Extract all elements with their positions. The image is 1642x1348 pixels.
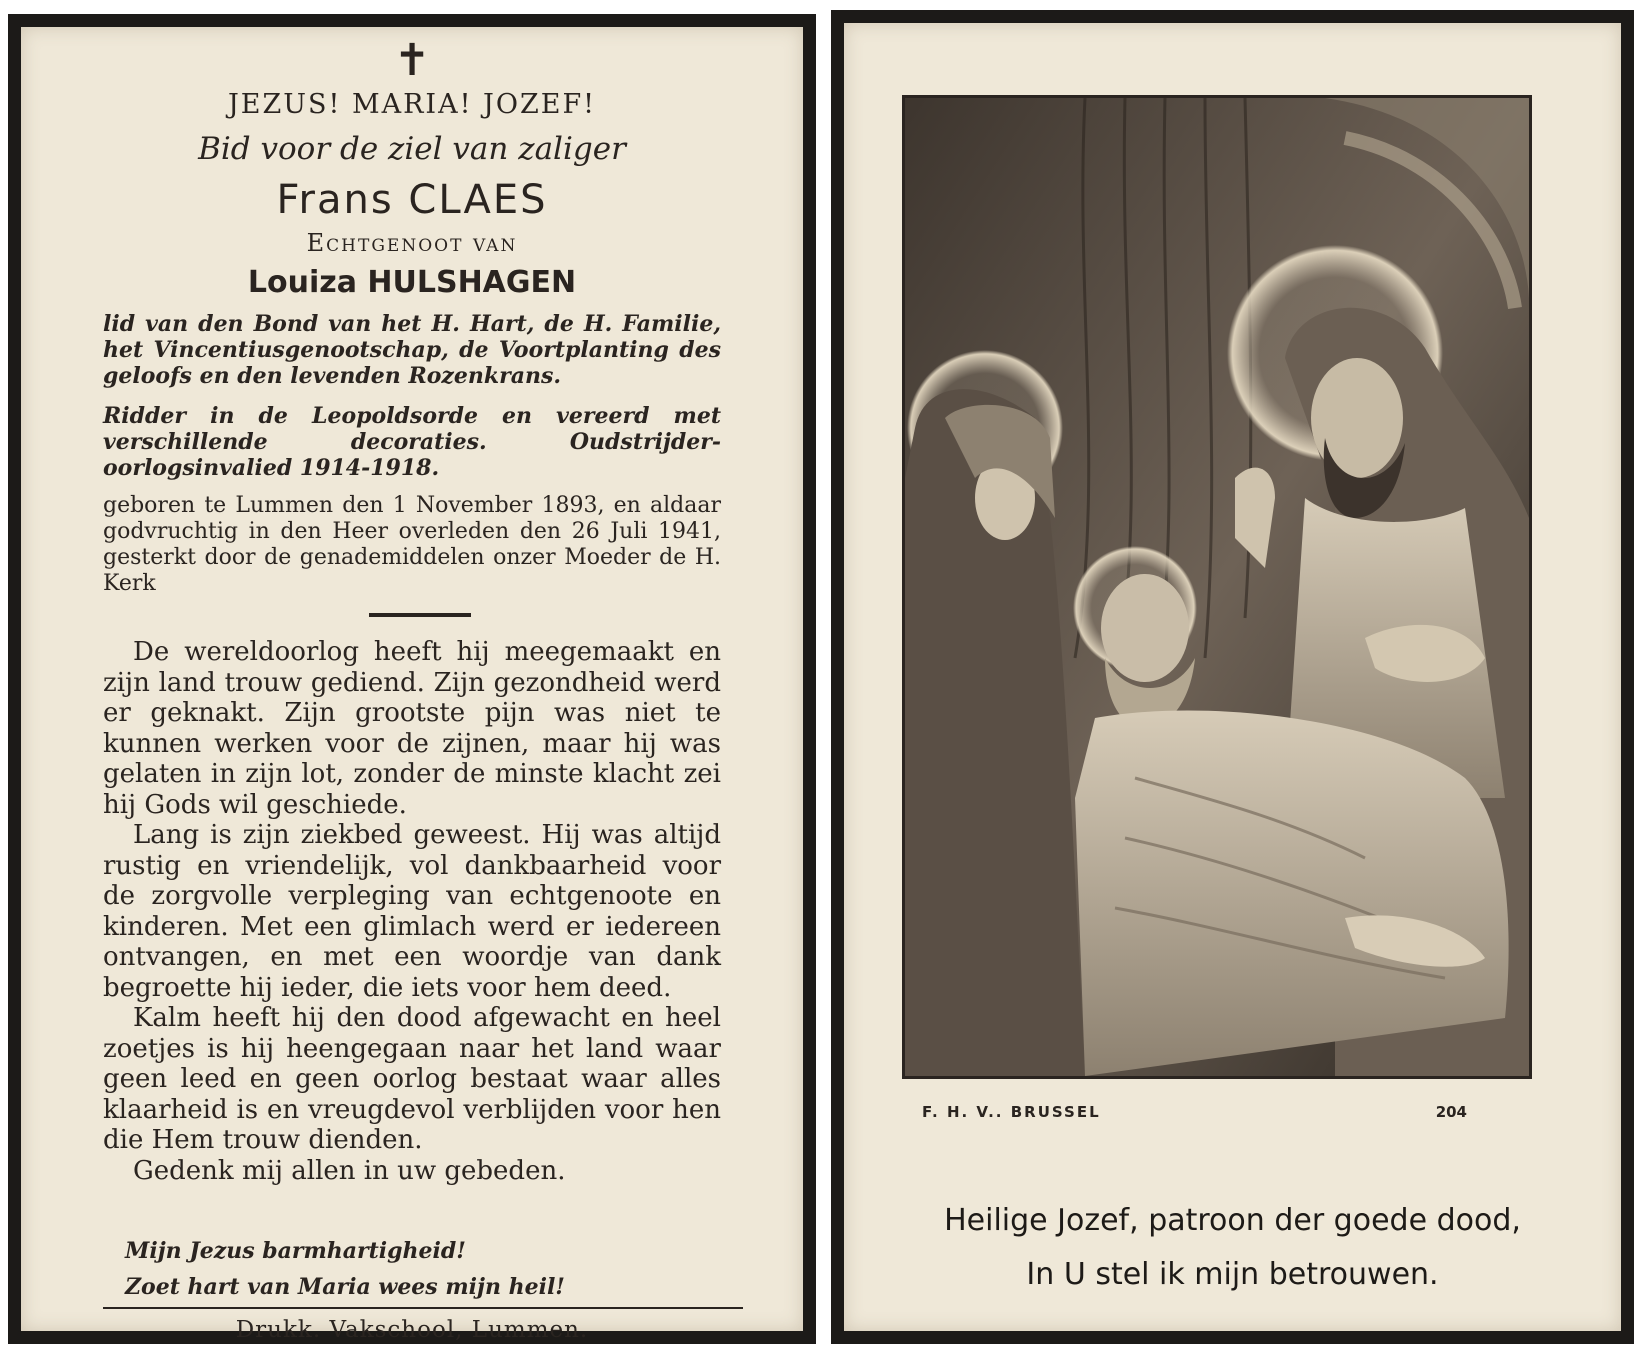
deceased-name: Frans CLAES xyxy=(276,177,548,223)
memorial-card-image xyxy=(831,10,1634,1344)
biography-paragraph: Gedenk mij allen in uw gebeden. xyxy=(133,1155,566,1186)
closing-prayers xyxy=(125,1233,699,1305)
death-of-saint-joseph-image xyxy=(905,98,1529,1076)
biography-paragraph: Kalm heeft hij den dood afgewacht en heel zoetjes is hij heengegaan naar het land waar geen leed en geen oorlog bestaat waar alles klaarheid is en vreugdevol verblijden voor hen die Hem trouw dienden. xyxy=(103,1003,721,1155)
divider xyxy=(369,613,471,617)
biography xyxy=(103,637,721,1186)
printer-credit: Drukk. Vakschool, Lummen. xyxy=(235,1317,589,1343)
spouse-label: Echtgenoot van xyxy=(306,229,518,257)
divider xyxy=(103,1307,743,1309)
membership-text: lid van den Bond van het H. Hart, de H. Familie, het Vincentiusgenootschap, de Voortplanting des geloofs en den levenden Rozenkrans. xyxy=(103,311,721,389)
publisher-credit: F. H. V.. BRUSSEL xyxy=(922,1103,1101,1121)
prayer-verse-line: In U stel ik mijn betrouwen. xyxy=(1026,1257,1439,1292)
spouse-name: Louiza HULSHAGEN xyxy=(247,265,577,300)
image-number: 204 xyxy=(1435,1103,1467,1121)
prayer-intro: Bid voor de ziel van zaliger xyxy=(198,131,626,167)
honors-text: Ridder in de Leopoldsorde en vereerd met verschillende decoraties. Oudstrijder-oorlogsinvalied 1914-1918. xyxy=(103,403,721,481)
closing-prayer-line: Zoet hart van Maria wees mijn heil! xyxy=(125,1274,565,1300)
biography-paragraph: Lang is zijn ziekbed geweest. Hij was altijd rustig en vriendelijk, vol dankbaarheid voor de zorgvolle verpleging van echtgenoote en kinderen. Met een glimlach werd er iedereen ontvangen, en met een woordje van dank begroette hij ieder, die iets voor hem deed. xyxy=(103,820,721,1003)
life-dates-text: geboren te Lummen den 1 November 1893, en aldaar godvruchtig in den Heer overleden den 26 Juli 1941, gesterkt door de genademiddelen onzer Moeder de H. Kerk xyxy=(103,493,721,596)
memorial-card-text xyxy=(8,14,816,1344)
devotional-illustration xyxy=(902,95,1532,1079)
cross-icon: ✝ xyxy=(393,35,431,86)
prayer-verse-line: Heilige Jozef, patroon der goede dood, xyxy=(944,1203,1521,1238)
closing-prayer-line: Mijn Jezus barmhartigheid! xyxy=(125,1238,466,1264)
biography-paragraph: De wereldoorlog heeft hij meegemaakt en zijn land trouw gediend. Zijn gezondheid werd er geknakt. Zijn grootste pijn was niet te kunnen werken voor de zijnen, maar hij was gelaten in zijn lot, zonder de minste klacht zei hij Gods wil geschiede. xyxy=(103,637,721,820)
invocation: JEZUS! MARIA! JOZEF! xyxy=(227,89,597,120)
